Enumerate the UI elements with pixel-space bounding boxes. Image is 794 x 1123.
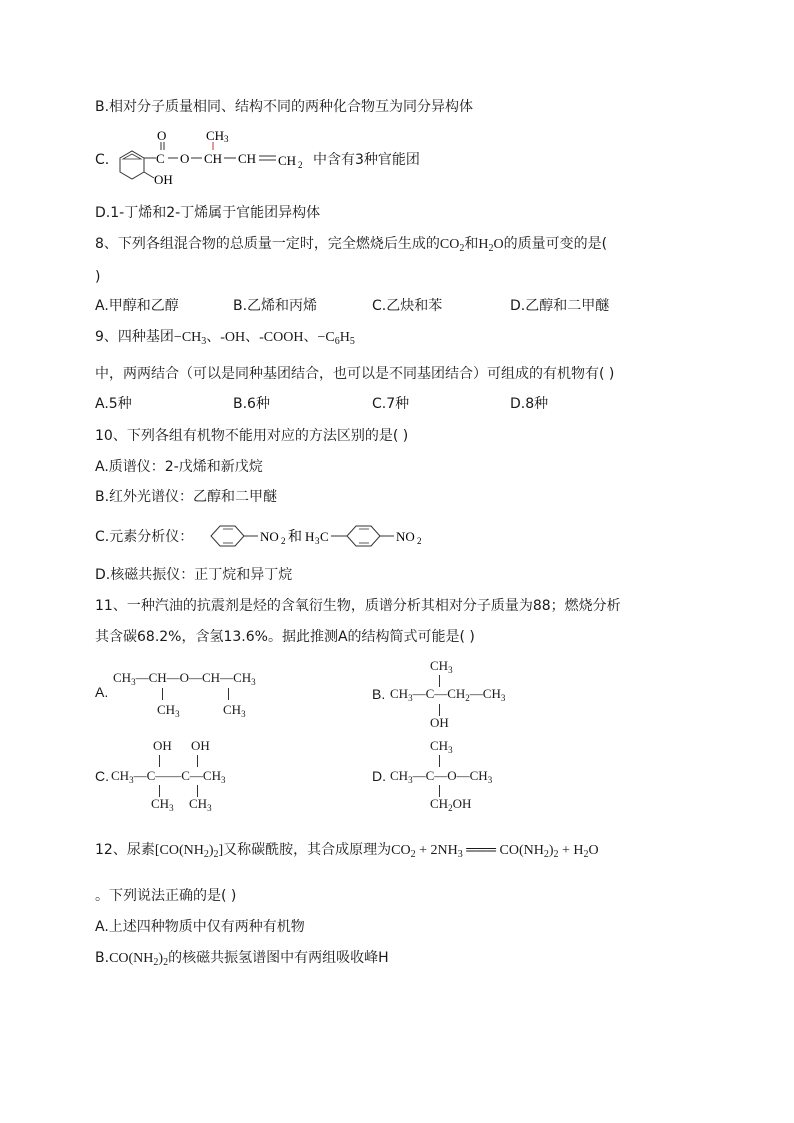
svg-text:CH: CH [238,151,257,166]
q9-option-b: B.6种 [233,396,270,412]
q11-question: 11、一种汽油的抗震剂是烃的含氧衍生物，质谱分析其相对分子质量为88；燃烧分析 [95,598,621,614]
q7-option-b: B.相对分子质量相同、结构不同的两种化合物互为同分异构体 [95,99,474,115]
reaction-equation: $CO_2 + 2NH_3$ ═══ $CO(NH_2)_2 + H_2O$ [391,843,599,860]
q9-question [95,327,355,348]
q7-option-c-prefix: C. [95,152,110,168]
q8-close-paren: ) [95,269,101,285]
q8-option-c: C.乙炔和苯 [372,298,443,314]
svg-text:CH: CH [204,151,223,166]
svg-text:O: O [180,151,190,166]
q11-option-d-structure: D. $CH_3$ $CH_3—C—O—CH_3$ $CH_2OH$ [372,738,493,813]
q8-text-a: 8、下列各组混合物的总质量一定时，完全燃烧后生成的 [95,236,440,252]
formula-co2: $CO_2$ [439,237,465,254]
q11-question-cont: 其含碳68.2%，含氢13.6%。据此推测A的结构简式可能是( ) [95,629,475,645]
q10c-and: 和 [288,528,302,544]
q10-option-d: D.核磁共振仪：正丁烷和异丁烷 [95,567,293,583]
q12-question-cont: 。下列说法正确的是( ) [95,888,237,904]
q12-question [95,840,599,861]
svg-text:O: O [157,128,167,143]
q9-option-d: D.8种 [510,396,549,412]
svg-text:2: 2 [417,536,422,546]
q12-text-a: 12、尿素 [95,842,155,858]
q8-option-b: B.乙烯和丙烯 [233,298,318,314]
formula-urea-b: $CO(NH_2)_2$ [109,951,169,968]
q9-option-c: C.7种 [372,396,410,412]
svg-text:H: H [305,529,315,544]
q12-option-a: A.上述四种物质中仅有两种有机物 [95,919,305,935]
q12-text-b: 又称碳酰胺，其合成原理为 [223,842,392,858]
q11-option-c-label: C. [95,768,109,784]
q10-question: 10、下列各组有机物不能用对应的方法区别的是( ) [95,428,409,444]
formula-urea: $[CO(NH_2)_2]$ [154,843,224,860]
svg-text:C: C [320,529,329,544]
svg-text:OH: OH [154,172,173,187]
q10-option-c-prefix: C.元素分析仪： [95,529,194,545]
q10-option-a: A.质谱仪：2-戊烯和新戊烷 [95,459,263,475]
q8-text-c: 的质量可变的是( [503,236,608,252]
q9-groups: $-CH_3$、-OH、-COOH、$-C_6H_5$ [173,330,355,347]
q11-option-c-structure: C. OH OH $CH_3—C——C—CH_3$ $CH_3$ $CH_3$ [95,738,226,813]
svg-text:2: 2 [298,160,303,170]
svg-text:3: 3 [315,536,320,546]
svg-text:3: 3 [224,134,229,144]
q8-option-d: D.乙醇和二甲醚 [510,298,610,314]
q11-option-a-label: A. [95,684,109,700]
svg-text:CH: CH [278,153,297,168]
svg-text:C: C [156,151,165,166]
q11-option-b-structure: B. $CH_3$ $CH_3—C—CH_2—CH_3$ OH [372,658,506,730]
q8-question [95,234,607,255]
formula-h2o: $H_2O$ [478,237,504,254]
svg-text:NO: NO [396,529,415,544]
q8-option-a: A.甲醇和乙醇 [95,298,179,314]
q10-option-b: B.红外光谱仪：乙醇和二甲醚 [95,489,278,505]
q11-option-a-structure: A. $CH_3—CH—O—CH—CH_3$ $CH_3$ $CH_3$ [95,670,256,719]
q9-question-cont: 中，两两结合（可以是同种基团结合，也可以是不同基团结合）可组成的有机物有( ) [95,366,615,382]
q12-option-b: $B.CO(NH_2)_2$的核磁共振氢谱图中有两组吸收峰H [95,950,389,968]
svg-text:CH: CH [206,128,225,143]
q11-option-d-label: D. [372,768,386,784]
q10c-structures [205,518,450,558]
svg-text:NO: NO [260,529,279,544]
q9-text-a: 9、四种基团 [95,329,174,345]
q7-option-d: D.1-丁烯和2-丁烯属于官能团异构体 [95,205,321,221]
q9-option-a: A.5种 [95,396,132,412]
q7c-structure [110,128,320,190]
q8-text-b: 和 [464,236,479,252]
svg-text:2: 2 [281,536,286,546]
q7-option-c-suffix: 中含有3种官能团 [313,152,420,168]
q11-option-b-label: B. [372,686,386,702]
q12-option-b-text: 的核磁共振氢谱图中有两组吸收峰H [168,950,389,966]
